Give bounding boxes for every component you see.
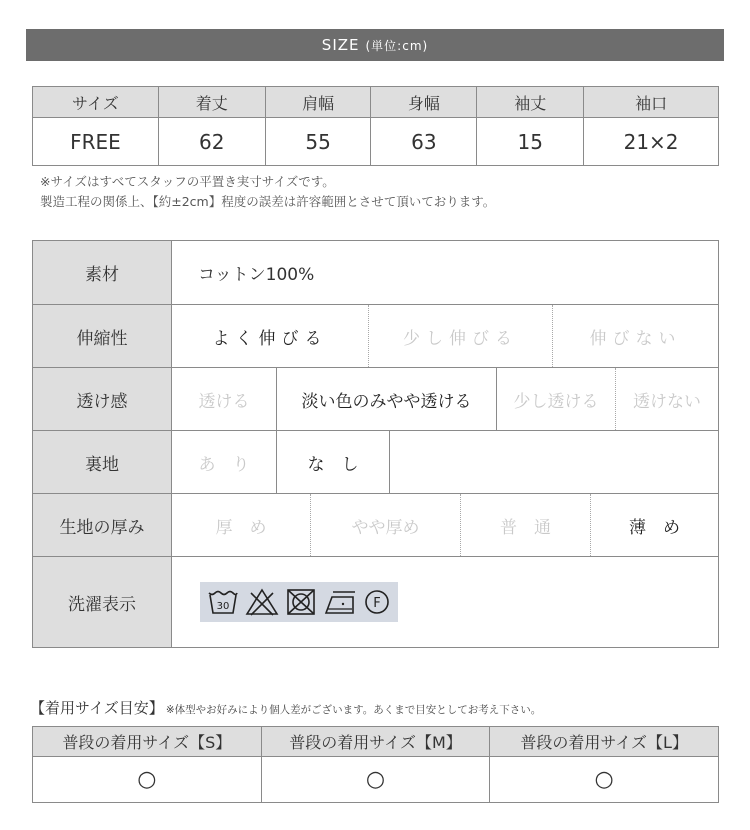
note-line: 製造工程の関係上、【約±2cm】程度の誤差は許容範囲とさせて頂いております。 xyxy=(40,194,496,209)
material-value: コットン100% xyxy=(198,265,315,285)
header-length: 着丈 xyxy=(158,87,265,118)
size-table-header-row xyxy=(33,87,719,118)
cell-sleeve-length: 15 xyxy=(477,118,584,166)
sheer-option: 少し透ける xyxy=(513,391,599,412)
thickness-option: 薄 め xyxy=(590,494,718,556)
stretch-option: 伸びない xyxy=(552,305,718,367)
fit-mark-m: ○ xyxy=(261,757,490,803)
fit-header-s: 普段の着用サイズ【S】 xyxy=(33,727,262,757)
fit-header-l: 普段の着用サイズ【L】 xyxy=(490,727,719,757)
dry-clean-f-icon xyxy=(363,587,391,617)
laundry-icons xyxy=(200,582,398,622)
note-line: ※サイズはすべてスタッフの平置き実寸サイズです。 xyxy=(40,174,335,189)
stretch-label: 伸縮性 xyxy=(33,305,172,367)
fit-mark-l: ○ xyxy=(490,757,719,803)
stretch-option: 少し伸びる xyxy=(368,305,552,367)
cell-length: 62 xyxy=(158,118,265,166)
size-unit: (単位:cm) xyxy=(365,38,429,53)
fit-header-m: 普段の着用サイズ【M】 xyxy=(261,727,490,757)
material-label: 素材 xyxy=(33,241,172,304)
header-sleeve-length: 袖丈 xyxy=(477,87,584,118)
header-bust-width: 身幅 xyxy=(371,87,477,118)
size-notes xyxy=(40,172,495,212)
sheer-label: 透け感 xyxy=(33,368,172,430)
fit-guide-table xyxy=(32,726,719,803)
thickness-option: 厚 め xyxy=(215,517,267,538)
wash-temp-text: 30 xyxy=(216,601,230,612)
no-tumble-dry-icon xyxy=(285,587,317,617)
size-banner xyxy=(26,29,724,61)
lining-option: な し xyxy=(276,431,390,493)
sheer-option: 透ける xyxy=(198,391,250,412)
lining-row xyxy=(33,430,718,493)
sheer-option: 透けない xyxy=(615,368,718,430)
laundry-label: 洗濯表示 xyxy=(33,557,172,647)
stretch-option: よく伸びる xyxy=(212,328,328,349)
sheer-option: 淡い色のみやや透ける xyxy=(276,368,497,430)
header-shoulder: 肩幅 xyxy=(265,87,371,118)
size-table xyxy=(32,86,719,166)
thickness-label: 生地の厚み xyxy=(33,494,172,556)
dryclean-letter: F xyxy=(373,596,381,611)
thickness-row xyxy=(33,493,718,556)
thickness-option: やや厚め xyxy=(310,494,460,556)
stretch-row xyxy=(33,304,718,367)
wash-30-icon xyxy=(207,587,239,617)
lining-option: あ り xyxy=(198,454,250,475)
lining-empty-cell xyxy=(390,431,718,493)
material-table xyxy=(32,240,719,648)
fit-guide-title xyxy=(30,697,541,718)
laundry-row xyxy=(33,556,718,647)
cell-size: FREE xyxy=(33,118,159,166)
fit-header-row xyxy=(33,727,719,757)
table-row xyxy=(33,118,719,166)
header-cuff: 袖口 xyxy=(584,87,719,118)
cell-bust-width: 63 xyxy=(371,118,477,166)
cell-shoulder: 55 xyxy=(265,118,371,166)
table-row xyxy=(33,757,719,803)
cell-cuff: 21×2 xyxy=(584,118,719,166)
fit-guide-note: ※体型やお好みにより個人差がございます。あくまで目安としてお考え下さい。 xyxy=(165,704,542,716)
lining-label: 裏地 xyxy=(33,431,172,493)
thickness-option: 普 通 xyxy=(460,494,590,556)
line-dry-shade-icon xyxy=(323,587,357,617)
fit-mark-s: ○ xyxy=(33,757,262,803)
size-title: SIZE xyxy=(321,36,360,54)
fit-guide-heading: 【着用サイズ目安】 xyxy=(30,699,164,717)
material-row xyxy=(33,241,718,304)
header-size: サイズ xyxy=(33,87,159,118)
no-bleach-icon xyxy=(245,587,279,617)
sheer-row xyxy=(33,367,718,430)
